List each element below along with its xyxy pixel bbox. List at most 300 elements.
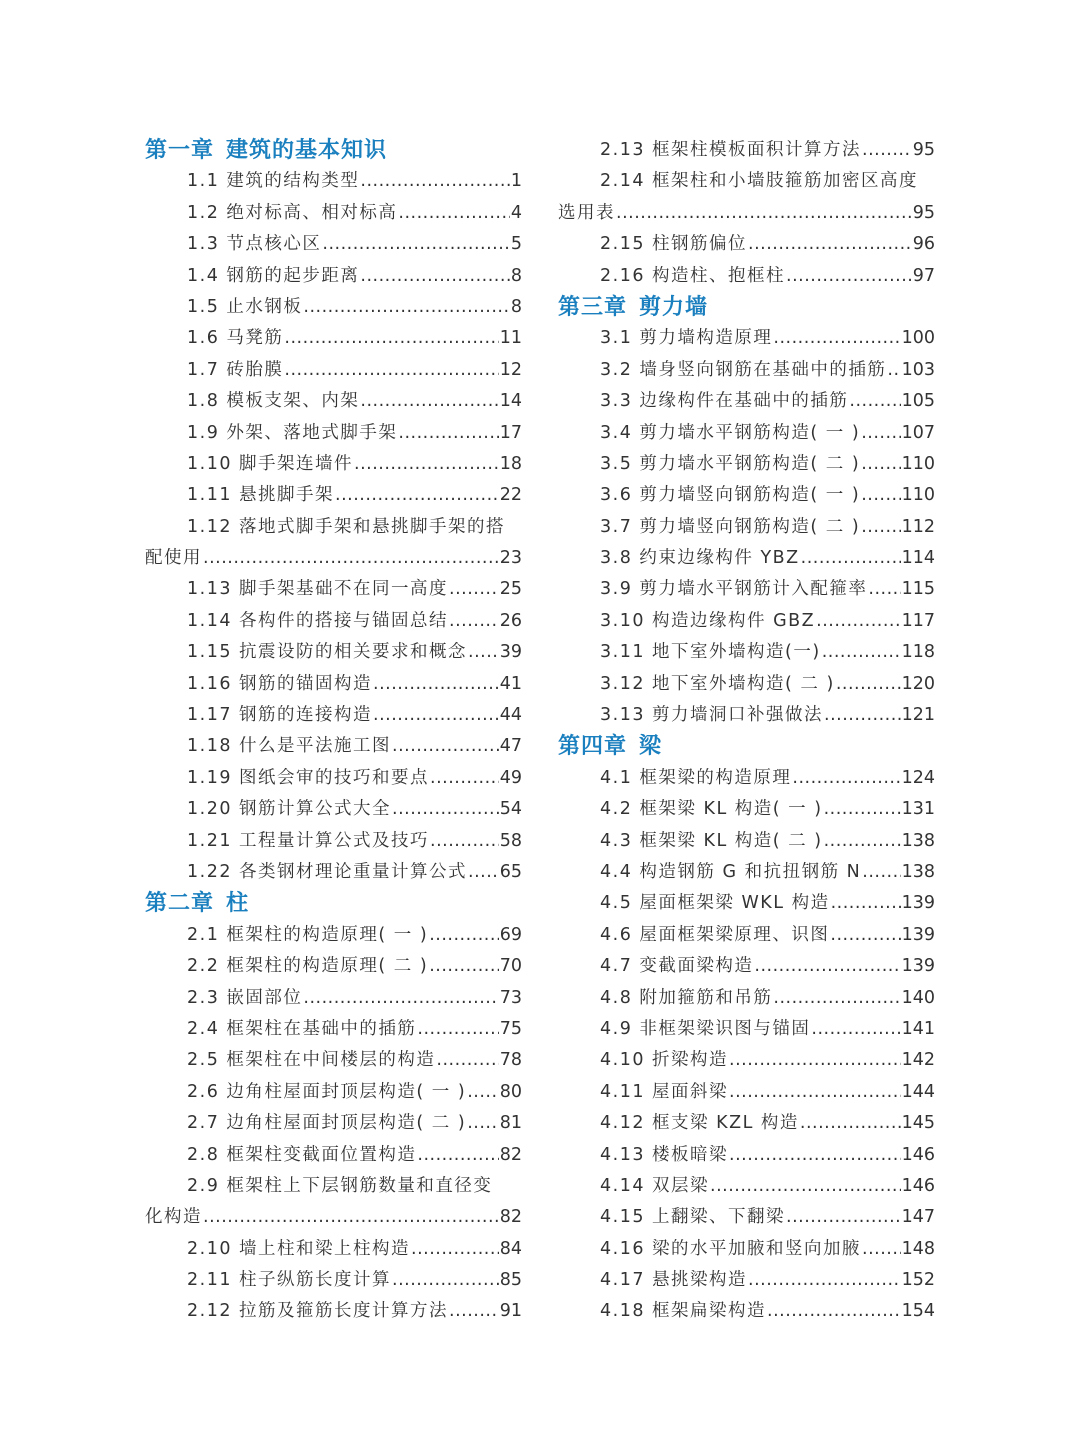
toc-entry[interactable] xyxy=(145,1171,522,1234)
toc-entry[interactable] xyxy=(558,1265,935,1296)
toc-entry-text: 建筑的结构类型 xyxy=(226,171,360,192)
toc-entry-number: 3.10 xyxy=(600,610,645,631)
toc-entry-number: 3.4 xyxy=(600,422,633,443)
toc-entry-title xyxy=(187,386,359,417)
toc-entry-title xyxy=(187,1296,448,1327)
toc-right-column xyxy=(558,135,935,1328)
toc-entry-text: 拉筋及箍筋长度计算方法 xyxy=(239,1301,449,1322)
toc-entry-title xyxy=(187,355,283,386)
dot-leader xyxy=(467,1077,499,1108)
toc-page-number: 47 xyxy=(499,736,522,757)
toc-entry[interactable] xyxy=(558,857,935,888)
toc-entry-title xyxy=(187,1045,435,1076)
toc-entry-text: 框架柱模板面积计算方法 xyxy=(652,140,862,160)
toc-entry-title xyxy=(187,606,448,637)
dot-leader xyxy=(373,669,499,700)
toc-entry-number: 1.7 xyxy=(187,359,220,380)
toc-entry[interactable] xyxy=(145,1234,522,1265)
toc-page-number: 23 xyxy=(499,548,522,569)
dot-leader xyxy=(468,857,499,888)
toc-page-number: 115 xyxy=(901,579,935,600)
toc-page-number: 97 xyxy=(912,265,935,286)
toc-entry-text: 模板支架、内架 xyxy=(226,391,360,412)
toc-entry-title xyxy=(600,323,772,354)
dot-leader xyxy=(830,920,900,951)
toc-entry[interactable] xyxy=(558,386,935,417)
toc-entry[interactable] xyxy=(145,323,522,354)
toc-entry-text: 框架梁 KL 构造( 二 ) xyxy=(639,830,823,851)
toc-entry-title xyxy=(187,229,321,260)
toc-page-number: 112 xyxy=(901,516,935,537)
toc-page-number: 58 xyxy=(499,830,522,851)
toc-page-number: 91 xyxy=(499,1301,522,1322)
toc-entry-number: 4.17 xyxy=(600,1270,645,1291)
toc-entry-number: 4.14 xyxy=(600,1175,645,1196)
toc-entry[interactable] xyxy=(145,198,522,229)
toc-entry[interactable] xyxy=(558,512,935,543)
toc-page-number: 110 xyxy=(901,485,935,506)
toc-entry-title xyxy=(600,355,886,386)
toc-entry[interactable] xyxy=(558,229,935,260)
toc-entry-text: 外架、落地式脚手架 xyxy=(226,422,398,443)
toc-page-number: 49 xyxy=(499,767,522,788)
toc-entry-number: 3.1 xyxy=(600,328,633,349)
toc-entry[interactable] xyxy=(145,1265,522,1296)
toc-entry-text: 变截面梁构造 xyxy=(639,956,754,977)
toc-entry-title xyxy=(600,574,867,605)
toc-entry-title xyxy=(600,1171,709,1202)
toc-entry-text: 屋面斜梁 xyxy=(652,1081,729,1102)
dot-leader xyxy=(373,700,499,731)
toc-entry-text: 各类钢材理论重量计算公式 xyxy=(239,861,468,882)
toc-entry[interactable] xyxy=(558,1140,935,1171)
toc-entry-title xyxy=(600,418,860,449)
toc-entry-text: 边角柱屋面封顶层构造( 一 ) xyxy=(226,1081,467,1102)
toc-entry[interactable] xyxy=(558,135,935,166)
toc-entry-title xyxy=(600,135,861,166)
toc-entry[interactable] xyxy=(145,951,522,982)
dot-leader xyxy=(303,292,509,323)
toc-page-number: 8 xyxy=(510,296,522,317)
toc-entry[interactable] xyxy=(145,480,522,511)
toc-entry[interactable] xyxy=(145,637,522,668)
toc-page-number: 82 xyxy=(499,1207,522,1228)
toc-entry-title-continued: 化构造 xyxy=(145,1207,202,1228)
toc-entry[interactable] xyxy=(558,543,935,574)
toc-entry[interactable] xyxy=(558,355,935,386)
toc-entry[interactable] xyxy=(145,606,522,637)
toc-entry-title xyxy=(600,826,823,857)
toc-entry-title xyxy=(600,669,835,700)
dot-leader xyxy=(468,637,499,668)
toc-entry-text: 柱钢筋偏位 xyxy=(652,234,748,255)
toc-entry[interactable] xyxy=(145,920,522,951)
toc-entry[interactable] xyxy=(558,983,935,1014)
toc-page-number: 41 xyxy=(499,673,522,694)
toc-entry-title xyxy=(187,418,397,449)
toc-entry[interactable] xyxy=(145,386,522,417)
toc-entry-number: 4.4 xyxy=(600,861,633,882)
dot-leader xyxy=(822,637,901,668)
toc-entry-title xyxy=(187,1234,410,1265)
dot-leader xyxy=(754,951,900,982)
toc-entry-title xyxy=(600,386,848,417)
toc-entry-text: 止水钢板 xyxy=(226,296,303,317)
chapter-heading[interactable] xyxy=(145,135,522,166)
dot-leader xyxy=(417,1140,498,1171)
toc-page-number: 11 xyxy=(499,328,522,349)
toc-page-number: 141 xyxy=(901,1018,935,1039)
dot-leader xyxy=(773,323,900,354)
toc-entry[interactable] xyxy=(145,669,522,700)
dot-leader xyxy=(710,1171,901,1202)
toc-entry[interactable] xyxy=(558,1202,935,1233)
toc-entry[interactable] xyxy=(558,606,935,637)
dot-leader xyxy=(398,198,509,229)
toc-entry[interactable] xyxy=(558,794,935,825)
toc-entry[interactable] xyxy=(558,763,935,794)
toc-page-number: 73 xyxy=(499,987,522,1008)
dot-leader xyxy=(729,1140,901,1171)
toc-entry[interactable] xyxy=(558,669,935,700)
toc-entry-title xyxy=(187,1108,466,1139)
toc-entry[interactable] xyxy=(558,888,935,919)
toc-entry[interactable] xyxy=(558,637,935,668)
toc-page-number: 85 xyxy=(499,1270,522,1291)
dot-leader xyxy=(392,1265,499,1296)
dot-leader xyxy=(887,355,900,386)
toc-entry-title xyxy=(600,888,830,919)
toc-entry-number: 1.2 xyxy=(187,202,220,223)
toc-entry-title xyxy=(600,1265,747,1296)
toc-entry[interactable] xyxy=(145,512,522,575)
dot-leader xyxy=(430,826,499,857)
toc-entry[interactable] xyxy=(145,229,522,260)
toc-page-number: 14 xyxy=(499,391,522,412)
toc-entry-number: 2.10 xyxy=(187,1238,232,1259)
toc-page-number: 138 xyxy=(901,830,935,851)
chapter-title: 柱 xyxy=(226,890,250,917)
dot-leader xyxy=(411,1234,499,1265)
toc-entry[interactable] xyxy=(558,418,935,449)
toc-entry-number: 1.4 xyxy=(187,265,220,286)
toc-entry[interactable] xyxy=(145,418,522,449)
chapter-heading[interactable] xyxy=(145,888,522,919)
toc-entry-number: 1.11 xyxy=(187,485,232,506)
toc-page-number: 12 xyxy=(499,359,522,380)
toc-entry[interactable] xyxy=(145,983,522,1014)
toc-entry-title: 框架柱上下层钢筋数量和直径变 xyxy=(226,1175,493,1196)
toc-entry-title xyxy=(600,449,860,480)
dot-leader xyxy=(616,198,912,229)
toc-page-number: 114 xyxy=(901,548,935,569)
toc-entry-line2 xyxy=(145,543,522,574)
toc-page-number: 81 xyxy=(499,1113,522,1134)
toc-page-number: 8 xyxy=(510,265,522,286)
toc-entry[interactable] xyxy=(558,826,935,857)
toc-entry-text: 剪力墙洞口补强做法 xyxy=(652,705,824,726)
toc-entry-number: 4.2 xyxy=(600,799,633,820)
toc-entry[interactable] xyxy=(558,1077,935,1108)
toc-page-number: 96 xyxy=(912,234,935,255)
toc-entry-text: 悬挑梁构造 xyxy=(652,1270,748,1291)
toc-entry[interactable] xyxy=(145,794,522,825)
toc-entry-text: 框架柱在中间楼层的构造 xyxy=(226,1050,436,1071)
toc-entry-text: 嵌固部位 xyxy=(226,987,303,1008)
toc-entry-number: 3.3 xyxy=(600,391,633,412)
dot-leader xyxy=(729,1077,901,1108)
toc-entry-text: 马凳筋 xyxy=(226,328,284,349)
dot-leader xyxy=(398,418,498,449)
dot-leader xyxy=(800,1108,901,1139)
toc-entry-text: 构造边缘构件 GBZ xyxy=(652,610,816,631)
toc-entry-text: 砖胎膜 xyxy=(226,359,284,380)
toc-entry-number: 2.9 xyxy=(187,1175,220,1196)
toc-entry-text: 边角柱屋面封顶层构造( 二 ) xyxy=(226,1113,467,1134)
toc-entry-number: 2.2 xyxy=(187,956,220,977)
toc-page-number: 138 xyxy=(901,861,935,882)
dot-leader xyxy=(748,229,912,260)
toc-entry-title xyxy=(600,1014,810,1045)
toc-entry-title xyxy=(187,731,391,762)
toc-entry-text: 框架柱变截面位置构造 xyxy=(226,1144,417,1165)
toc-entry-title xyxy=(600,983,772,1014)
toc-page-number: 25 xyxy=(499,579,522,600)
toc-entry-title xyxy=(600,229,747,260)
toc-entry-text: 框架柱在基础中的插筋 xyxy=(226,1018,417,1039)
toc-entry-number: 1.17 xyxy=(187,705,232,726)
dot-leader xyxy=(284,355,498,386)
toc-entry-text: 屋面框架梁原理、识图 xyxy=(639,924,830,945)
toc-entry-text: 双层梁 xyxy=(652,1175,710,1196)
toc-entry-text: 非框架梁识图与锚固 xyxy=(639,1018,811,1039)
toc-entry-number: 4.16 xyxy=(600,1238,645,1259)
toc-entry-title xyxy=(600,1234,861,1265)
toc-entry-number: 1.13 xyxy=(187,579,232,600)
toc-entry-text: 什么是平法施工图 xyxy=(239,736,392,757)
toc-entry-text: 工程量计算公式及技巧 xyxy=(239,830,430,851)
dot-leader xyxy=(436,1045,498,1076)
toc-page-number: 139 xyxy=(901,893,935,914)
toc-entry-number: 2.7 xyxy=(187,1113,220,1134)
toc-entry-text: 梁的水平加腋和竖向加腋 xyxy=(652,1238,862,1259)
toc-page-number: 95 xyxy=(912,140,935,160)
toc-entry-text: 脚手架连墙件 xyxy=(239,453,354,474)
toc-entry-title xyxy=(600,512,860,543)
dot-leader xyxy=(801,543,901,574)
toc-page-number: 26 xyxy=(499,610,522,631)
dot-leader xyxy=(748,1265,901,1296)
toc-entry-number: 1.20 xyxy=(187,799,232,820)
toc-entry-title xyxy=(187,794,391,825)
toc-entry[interactable] xyxy=(558,574,935,605)
toc-entry[interactable] xyxy=(558,261,935,292)
toc-page-number: 139 xyxy=(901,924,935,945)
toc-entry-number: 1.21 xyxy=(187,830,232,851)
toc-entry-number: 2.13 xyxy=(600,140,645,160)
dot-leader xyxy=(861,512,900,543)
dot-leader xyxy=(861,480,900,511)
dot-leader xyxy=(831,888,901,919)
toc-entry-text: 框架扁梁构造 xyxy=(652,1301,767,1322)
toc-entry-number: 2.16 xyxy=(600,265,645,286)
toc-entry[interactable] xyxy=(558,1296,935,1327)
toc-entry[interactable] xyxy=(145,292,522,323)
toc-entry-title xyxy=(187,637,467,668)
chapter-number: 第一章 xyxy=(145,137,215,163)
dot-leader xyxy=(862,135,912,166)
toc-entry[interactable] xyxy=(145,449,522,480)
toc-entry[interactable] xyxy=(558,449,935,480)
toc-entry[interactable] xyxy=(145,857,522,888)
toc-entry-title xyxy=(187,292,302,323)
toc-entry-title xyxy=(187,763,429,794)
toc-entry-number: 4.3 xyxy=(600,830,633,851)
toc-entry-text: 约束边缘构件 YBZ xyxy=(639,548,800,569)
dot-leader xyxy=(862,857,900,888)
toc-entry-text: 抗震设防的相关要求和概念 xyxy=(239,642,468,663)
dot-leader xyxy=(786,261,912,292)
toc-entry-title xyxy=(187,1140,416,1171)
toc-entry-text: 地下室外墙构造( 二 ) xyxy=(652,673,835,694)
toc-entry[interactable] xyxy=(145,826,522,857)
toc-entry[interactable] xyxy=(558,323,935,354)
dot-leader xyxy=(467,1108,499,1139)
dot-leader xyxy=(430,763,499,794)
toc-entry-title xyxy=(600,637,821,668)
toc-entry[interactable] xyxy=(558,480,935,511)
toc-entry[interactable] xyxy=(145,1077,522,1108)
toc-page-number: 105 xyxy=(901,391,935,412)
toc-entry[interactable] xyxy=(558,1045,935,1076)
toc-entry[interactable] xyxy=(145,1045,522,1076)
toc-entry[interactable] xyxy=(145,763,522,794)
toc-entry-text: 框架柱的构造原理( 二 ) xyxy=(226,956,429,977)
toc-entry[interactable] xyxy=(558,700,935,731)
dot-leader xyxy=(449,574,499,605)
toc-entry-title: 落地式脚手架和悬挑脚手架的搭 xyxy=(239,516,506,537)
toc-entry-title xyxy=(187,166,359,197)
toc-entry[interactable] xyxy=(145,1108,522,1139)
toc-entry[interactable] xyxy=(145,1296,522,1327)
toc-entry[interactable] xyxy=(145,166,522,197)
dot-leader xyxy=(862,1234,901,1265)
toc-entry-text: 框架梁 KL 构造( 一 ) xyxy=(639,799,823,820)
toc-entry[interactable] xyxy=(145,700,522,731)
toc-entry-line1 xyxy=(145,512,522,543)
toc-entry-title xyxy=(600,794,823,825)
toc-entry[interactable] xyxy=(145,355,522,386)
dot-leader xyxy=(861,418,900,449)
dot-leader xyxy=(303,983,498,1014)
toc-page-number: 103 xyxy=(901,359,935,380)
toc-entry[interactable] xyxy=(558,1171,935,1202)
toc-page-number: 148 xyxy=(901,1238,935,1259)
toc-entry-text: 钢筋的连接构造 xyxy=(239,705,373,726)
toc-entry[interactable] xyxy=(145,574,522,605)
toc-entry-number: 4.10 xyxy=(600,1050,645,1071)
toc-entry[interactable] xyxy=(145,1014,522,1045)
toc-entry-title xyxy=(600,857,861,888)
toc-entry-number: 1.5 xyxy=(187,296,220,317)
toc-entry-number: 4.6 xyxy=(600,924,633,945)
toc-entry-title xyxy=(600,1140,728,1171)
toc-entry-text: 剪力墙竖向钢筋构造( 一 ) xyxy=(639,485,861,506)
toc-entry[interactable] xyxy=(558,1014,935,1045)
toc-entry-number: 2.1 xyxy=(187,924,220,945)
toc-entry[interactable] xyxy=(558,1234,935,1265)
toc-entry[interactable] xyxy=(558,1108,935,1139)
dot-leader xyxy=(354,449,499,480)
chapter-heading[interactable] xyxy=(558,731,935,762)
toc-page-number: 121 xyxy=(901,705,935,726)
toc-entry-title xyxy=(600,763,791,794)
toc-entry-text: 地下室外墙构造(一) xyxy=(652,642,821,663)
toc-page-number: 84 xyxy=(499,1238,522,1259)
toc-page-number: 4 xyxy=(510,202,522,223)
dot-leader xyxy=(203,1202,499,1233)
toc-entry-text: 钢筋的起步距离 xyxy=(226,265,360,286)
toc-page-number: 131 xyxy=(901,799,935,820)
toc-entry-number: 4.15 xyxy=(600,1207,645,1228)
toc-page-number: 54 xyxy=(499,799,522,820)
dot-leader xyxy=(360,386,498,417)
toc-entry-text: 框支梁 KZL 构造 xyxy=(652,1113,799,1134)
toc-entry-number: 2.3 xyxy=(187,987,220,1008)
toc-entry-number: 2.14 xyxy=(600,171,645,192)
toc-page-number: 152 xyxy=(901,1270,935,1291)
toc-entry-text: 构造柱、抱框柱 xyxy=(652,265,786,286)
toc-entry-title xyxy=(187,951,428,982)
dot-leader xyxy=(322,229,509,260)
toc-page-number: 95 xyxy=(912,202,935,223)
toc-entry-text: 剪力墙构造原理 xyxy=(639,328,773,349)
dot-leader xyxy=(849,386,900,417)
toc-entry-text: 剪力墙竖向钢筋构造( 二 ) xyxy=(639,516,861,537)
toc-page-number: 18 xyxy=(499,453,522,474)
toc-entry[interactable] xyxy=(145,1140,522,1171)
toc-entry-text: 各构件的搭接与锚固总结 xyxy=(239,610,449,631)
toc-entry-number: 1.16 xyxy=(187,673,232,694)
toc-page-number: 44 xyxy=(499,705,522,726)
dot-leader xyxy=(824,700,901,731)
toc-page-number: 22 xyxy=(499,485,522,506)
toc-entry[interactable] xyxy=(558,166,935,229)
toc-entry-text: 剪力墙水平钢筋构造( 一 ) xyxy=(639,422,861,443)
toc-entry-text: 节点核心区 xyxy=(226,234,322,255)
chapter-heading[interactable] xyxy=(558,292,935,323)
toc-entry-number: 2.4 xyxy=(187,1018,220,1039)
toc-entry-number: 1.8 xyxy=(187,391,220,412)
chapter-number: 第四章 xyxy=(558,733,628,760)
toc-entry[interactable] xyxy=(145,731,522,762)
toc-entry-text: 边缘构件在基础中的插筋 xyxy=(639,391,849,412)
toc-page-number: 110 xyxy=(901,453,935,474)
dot-leader xyxy=(203,543,499,574)
toc-entry-number: 1.19 xyxy=(187,767,232,788)
toc-entry-text: 柱子纵筋长度计算 xyxy=(239,1270,392,1291)
toc-entry[interactable] xyxy=(558,920,935,951)
toc-entry-title xyxy=(187,261,359,292)
toc-entry[interactable] xyxy=(558,951,935,982)
toc-page-number: 117 xyxy=(901,610,935,631)
toc-entry-line1 xyxy=(145,1171,522,1202)
toc-entry[interactable] xyxy=(145,261,522,292)
toc-page-number: 118 xyxy=(901,642,935,663)
toc-entry-number: 1.3 xyxy=(187,234,220,255)
dot-leader xyxy=(824,794,901,825)
toc-entry-text: 墙上柱和梁上柱构造 xyxy=(239,1238,411,1259)
